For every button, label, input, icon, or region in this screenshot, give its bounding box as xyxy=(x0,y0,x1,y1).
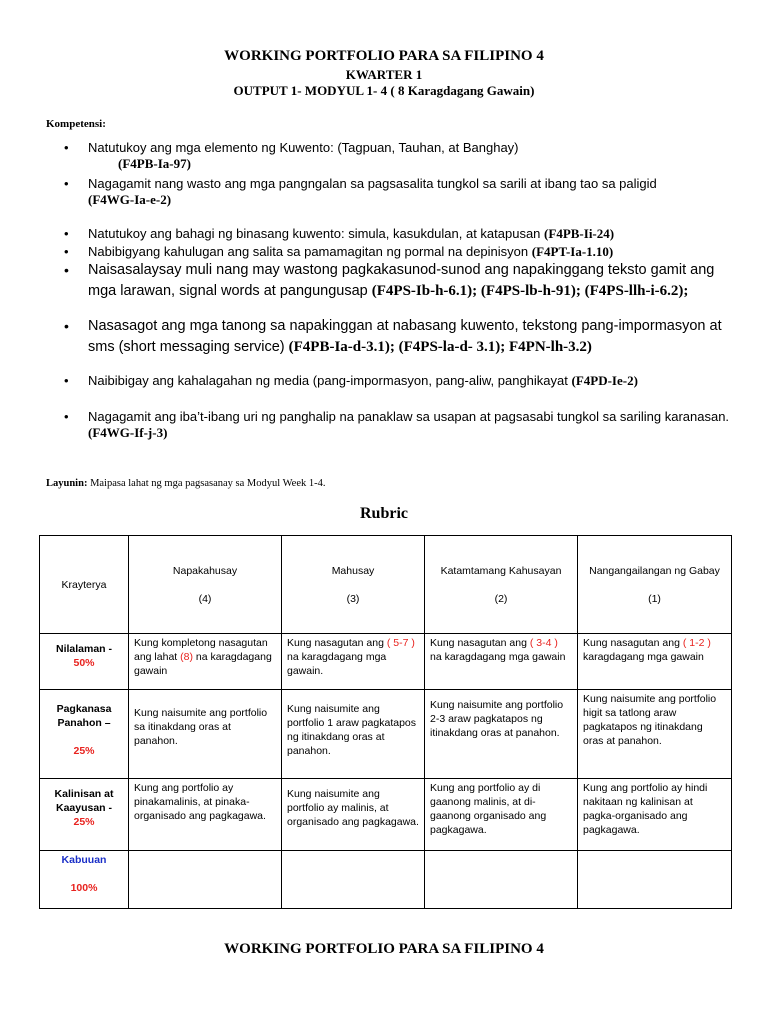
row-name-nilalaman: Nilalaman - 50% xyxy=(40,634,129,690)
rubric-cell: Kung nasagutan ang ( 3-4 ) na karagdagang mga gawain xyxy=(425,634,578,690)
kompetensi-item: • Nagagamit nang wasto ang mga pangngalan sa pagsasalita tungkol sa sarili at ibang tao sa paligid (F4WG-Ia-e-2) xyxy=(40,176,730,208)
layunin-line xyxy=(46,478,326,489)
rubric-cell: Kung ang portfolio ay hindi nakitaan ng kalinisan at pagka-organisado ang pagkagawa. xyxy=(578,779,732,851)
kompetensi-item: • Nasasagot ang mga tanong sa napakinggan at nabasang kuwento, tekstong pang-impormasyon at sms (short messaging service) (F4PB-Ia-d-3.1); (F4PS-la-d- 3.1); F4PN-lh-3.2) xyxy=(40,316,730,358)
kwarter-label: KWARTER 1 xyxy=(345,67,423,82)
rubric-cell xyxy=(425,851,578,909)
rubric-cell: Kung nasagutan ang ( 1-2 ) karagdagang mga gawain xyxy=(578,634,732,690)
table-row-total xyxy=(40,851,732,909)
footer-title: WORKING PORTFOLIO PARA SA FILIPINO 4 xyxy=(224,941,544,957)
rubric-table xyxy=(39,535,732,909)
rubric-cell: Kung naisumite ang portfolio 2-3 araw pagkatapos ng itinakdang oras at panahon. xyxy=(425,690,578,779)
table-row xyxy=(40,634,732,690)
rubric-cell: Kung kompletong nasagutan ang lahat (8) na karagdagang gawain xyxy=(129,634,282,690)
rubric-cell: Kung ang portfolio ay pinakamalinis, at pinaka-organisado ang pagkagawa. xyxy=(129,779,282,851)
kompetensi-item: • Natutukoy ang mga elemento ng Kuwento: (Tagpuan, Tauhan, at Banghay) (F4PB-Ia-97) xyxy=(40,140,730,172)
kompetensi-list xyxy=(40,140,730,441)
rubric-cell: Kung naisumite ang portfolio 1 araw pagkatapos ng itinakdang oras at panahon. xyxy=(282,690,425,779)
row-name-kalinisan: Kalinisan at Kaayusan - 25% xyxy=(40,779,129,851)
kompetensi-item: • Naibibigay ang kahalagahan ng media (pang-impormasyon, pang-aliw, panghikayat (F4PD-Ie-2) xyxy=(40,373,730,389)
rubric-cell xyxy=(578,851,732,909)
rubric-cell: Kung naisumite ang portfolio sa itinakdang oras at panahon. xyxy=(129,690,282,779)
row-name-pagkanasa: Pagkanasa Panahon – 25% xyxy=(40,690,129,779)
table-row xyxy=(40,690,732,779)
header-nangangailangan: Nangangailangan ng Gabay (1) xyxy=(578,536,732,634)
header-mahusay: Mahusay (3) xyxy=(282,536,425,634)
header-krayterya: Krayterya xyxy=(40,536,129,634)
rubric-cell: Kung naisumite ang portfolio ay malinis, at organisado ang pagkagawa. xyxy=(282,779,425,851)
rubric-cell xyxy=(282,851,425,909)
kompetensi-item: • Natutukoy ang bahagi ng binasang kuwento: simula, kasukdulan, at katapusan (F4PB-Ii-24) xyxy=(40,226,730,242)
kompetensi-item: • Nabibigyang kahulugan ang salita sa pamamagitan ng pormal na depinisyon (F4PT-Ia-1.10) xyxy=(40,244,730,260)
rubric-header-row xyxy=(40,536,732,634)
rubric-cell: Kung ang portfolio ay di gaanong malinis, at di-gaanong organisado ang pagkagawa. xyxy=(425,779,578,851)
rubric-cell: Kung naisumite ang portfolio higit sa tatlong araw pagkatapos ng itinakdang oras at panahon. xyxy=(578,690,732,779)
header-napakahusay: Napakahusay (4) xyxy=(129,536,282,634)
kompetensi-item: • Nagagamit ang iba’t-ibang uri ng panghalip na panaklaw sa usapan at pagsasabi tungkol sa sariling karanasan. (F4WG-If-j-3) xyxy=(40,409,730,441)
output-label: OUTPUT 1- MODYUL 1- 4 ( 8 Karagdagang Gawain) xyxy=(233,83,535,98)
rubric-title: Rubric xyxy=(360,505,408,522)
layunin-label: Layunin: xyxy=(46,478,88,489)
kompetensi-item: • Naisasalaysay muli nang may wastong pagkakasunod-sunod ang napakinggang teksto gamit ang mga larawan, signal words at pangungusap (F4PS-Ib-h-6.1); (F4PS-lb-h-91); (F4PS-llh-i-6.2); xyxy=(40,260,730,302)
table-row xyxy=(40,779,732,851)
header-katamtaman: Katamtamang Kahusayan (2) xyxy=(425,536,578,634)
rubric-cell xyxy=(129,851,282,909)
kompetensi-label: Kompetensi: xyxy=(46,118,106,130)
layunin-text: Maipasa lahat ng mga pagsasanay sa Modyul Week 1-4. xyxy=(90,478,326,489)
row-name-kabuuan: Kabuuan 100% xyxy=(40,851,129,909)
document-title: WORKING PORTFOLIO PARA SA FILIPINO 4 xyxy=(224,48,544,64)
rubric-cell: Kung nasagutan ang ( 5-7 ) na karagdagang mga gawain. xyxy=(282,634,425,690)
